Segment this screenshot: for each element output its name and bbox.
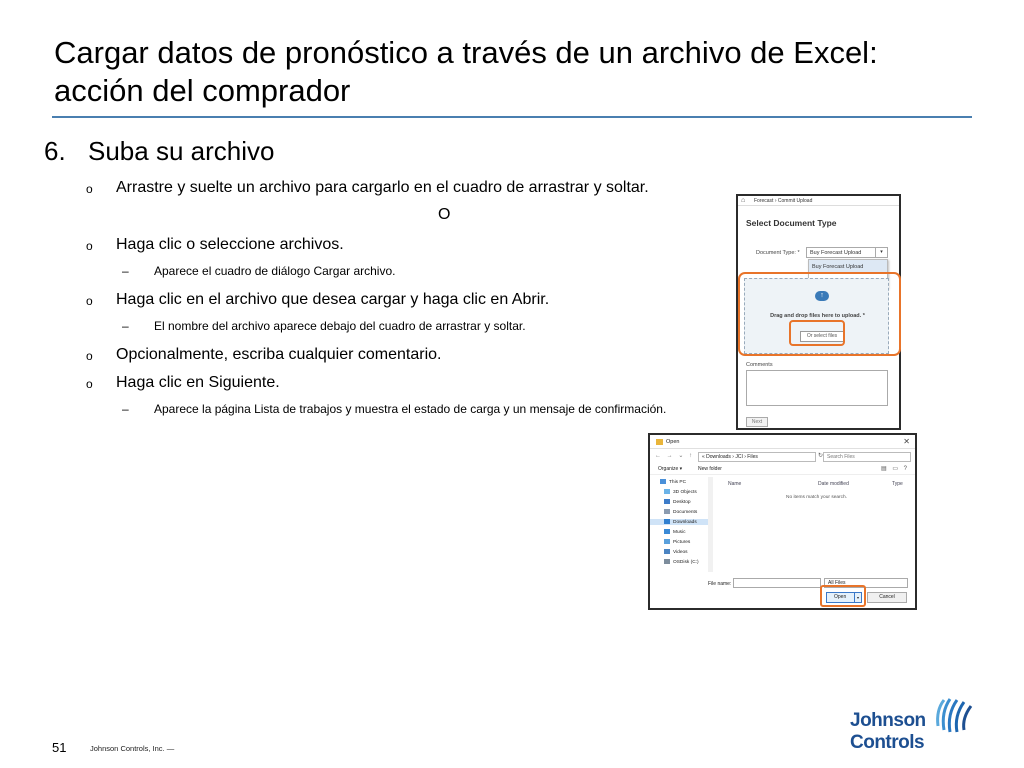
column-name[interactable]: Name — [728, 481, 742, 487]
title-divider — [52, 116, 972, 118]
sidebar-item-this-pc[interactable]: This PC — [660, 479, 686, 485]
sidebar-item-3d-objects[interactable]: 3D Objects — [664, 489, 697, 495]
company-footer: Johnson Controls, Inc. — — [90, 744, 175, 753]
comments-textarea[interactable] — [746, 370, 888, 406]
sidebar-item-osdisk[interactable]: OSDisk (C:) — [664, 559, 699, 565]
picture-icon — [664, 539, 670, 544]
bullet-text: Opcionalmente, escriba cualquier comentario. — [116, 346, 442, 363]
document-type-label: Document Type: * — [756, 250, 800, 256]
bullet-text: Haga clic o seleccione archivos. — [116, 236, 344, 253]
subbullet-text: Aparece la página Lista de trabajos y muestra el estado de carga y un mensaje de confirmación. — [154, 402, 667, 416]
subbullet-marker: – — [122, 402, 129, 416]
view-options-icon[interactable]: ▤ ▭ ? — [880, 466, 909, 472]
logo-line2: Controls — [850, 732, 925, 753]
open-dialog-screenshot — [648, 433, 917, 610]
breadcrumb[interactable]: Forecast › Commit Upload — [754, 198, 813, 204]
computer-icon — [660, 479, 666, 484]
close-icon[interactable]: ✕ — [903, 437, 910, 446]
drive-icon — [664, 559, 670, 564]
subbullet-marker: – — [122, 319, 129, 333]
file-type-filter[interactable]: All Files — [824, 578, 908, 588]
subbullet-text: El nombre del archivo aparece debajo del cuadro de arrastrar y soltar. — [154, 319, 526, 333]
bullet-text: Haga clic en el archivo que desea cargar y haga clic en Abrir. — [116, 291, 550, 308]
chevron-down-icon[interactable]: ▾ — [875, 248, 887, 257]
open-button-label: Open — [834, 594, 847, 600]
johnson-controls-logo — [848, 696, 978, 754]
comments-label: Comments — [746, 362, 773, 368]
sidebar-scrollbar[interactable] — [708, 477, 713, 572]
dialog-title: Open — [666, 439, 680, 445]
bullet-marker: o — [86, 239, 93, 253]
document-icon — [664, 509, 670, 514]
select-files-highlight — [789, 320, 845, 346]
file-name-input[interactable] — [733, 578, 821, 588]
logo-mark-icon — [932, 696, 976, 736]
select-files-button[interactable]: Or select files — [800, 331, 844, 342]
home-icon[interactable]: ⌂ — [741, 197, 746, 204]
sidebar-item-videos[interactable]: Videos — [664, 549, 688, 555]
column-type[interactable]: Type — [892, 481, 903, 487]
column-date-modified[interactable]: Date modified — [818, 481, 849, 487]
subbullet-text: Aparece el cuadro de diálogo Cargar archivo. — [154, 264, 396, 278]
sidebar-item-documents[interactable]: Documents — [664, 509, 697, 515]
bullet-text: Arrastre y suelte un archivo para cargarlo en el cuadro de arrastrar y soltar. — [116, 179, 649, 196]
slide-title-line2: acción del comprador — [54, 73, 351, 108]
slide-title — [54, 34, 984, 110]
bullet-marker: o — [86, 182, 93, 196]
bullet-text: Haga clic en Siguiente. — [116, 374, 280, 391]
or-separator: O — [438, 206, 451, 223]
cancel-button[interactable]: Cancel — [867, 592, 907, 603]
navigation-pane — [650, 477, 713, 572]
nav-arrows-icon[interactable]: ← → ⌄ ↑ — [655, 453, 695, 459]
refresh-icon[interactable]: ↻ — [818, 453, 824, 459]
cube-icon — [664, 489, 670, 494]
new-folder-button[interactable]: New folder — [698, 466, 722, 472]
slide-title-line1: Cargar datos de pronóstico a través de un archivo de Excel: — [54, 35, 878, 70]
document-type-select[interactable] — [806, 247, 888, 258]
address-bar[interactable]: « Downloads › JCI › Files — [698, 452, 816, 462]
search-input[interactable]: Search Files — [823, 452, 911, 462]
panel-heading: Select Document Type — [746, 218, 837, 228]
bullet-marker: o — [86, 349, 93, 363]
empty-message: No items match your search. — [786, 495, 848, 500]
dialog-titlebar — [650, 435, 915, 449]
sidebar-item-pictures[interactable]: Pictures — [664, 539, 690, 545]
video-icon — [664, 549, 670, 554]
step-text: Suba su archivo — [88, 136, 275, 166]
chevron-down-icon[interactable]: ▾ — [854, 593, 861, 602]
next-button[interactable]: Next — [746, 417, 768, 427]
page-number: 51 — [52, 740, 67, 755]
sidebar-item-downloads[interactable]: Downloads — [650, 519, 708, 525]
dialog-navbar — [650, 450, 915, 463]
file-list-header — [720, 481, 915, 489]
file-name-label: File name: — [708, 581, 732, 587]
desktop-icon — [664, 499, 670, 504]
step-heading — [44, 136, 274, 166]
upload-panel-header — [738, 196, 899, 206]
open-button-highlight — [820, 585, 866, 607]
organize-button[interactable]: Organize ▾ — [658, 466, 683, 472]
bullet-marker: o — [86, 294, 93, 308]
drop-zone-text: Drag and drop files here to upload. * — [770, 313, 865, 319]
option-buy-forecast-upload[interactable]: Buy Forecast Upload — [809, 260, 887, 274]
sidebar-item-desktop[interactable]: Desktop — [664, 499, 691, 505]
logo-line1: Johnson — [850, 710, 926, 731]
cloud-upload-icon: ↑ — [815, 291, 829, 301]
subbullet-marker: – — [122, 264, 129, 278]
folder-icon — [656, 439, 663, 445]
dialog-toolbar — [650, 464, 915, 475]
sidebar-item-music[interactable]: Music — [664, 529, 686, 535]
step-number: 6. — [44, 136, 66, 166]
music-icon — [664, 529, 670, 534]
download-icon — [664, 519, 670, 524]
document-type-value: Buy Forecast Upload — [810, 250, 862, 256]
bullet-marker: o — [86, 377, 93, 391]
